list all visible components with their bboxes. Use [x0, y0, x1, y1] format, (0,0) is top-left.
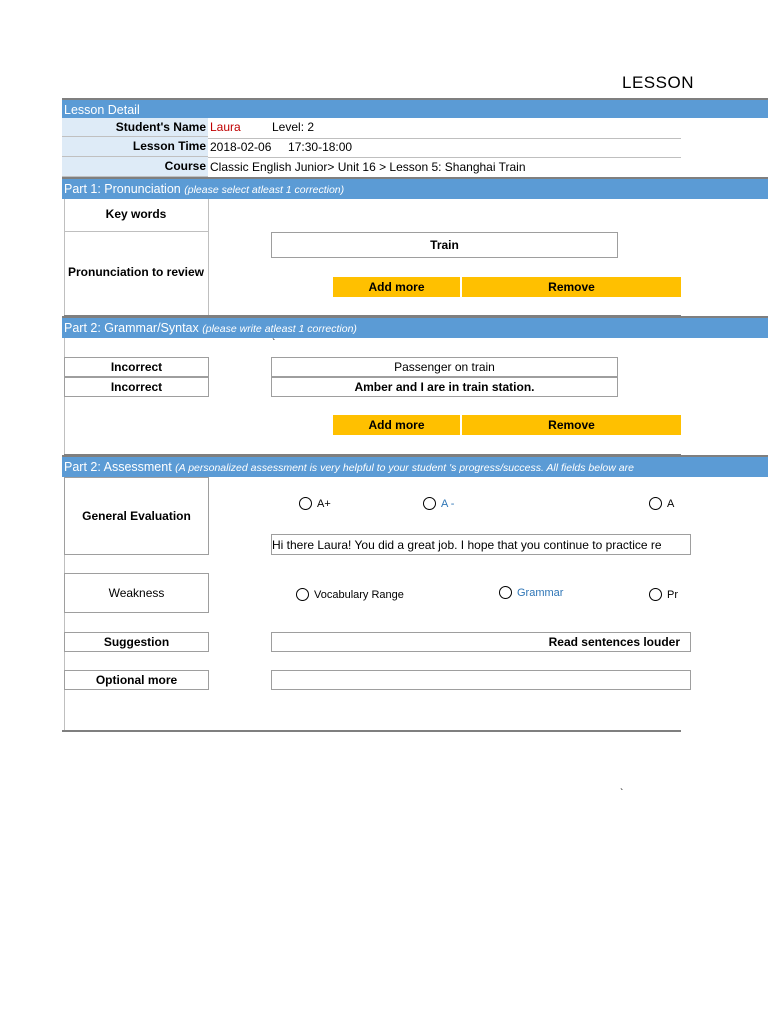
part1-header — [62, 177, 762, 199]
weakness-label: Weakness — [64, 573, 209, 613]
suggestion-label: Suggestion — [64, 632, 209, 652]
stray-mark: ` — [272, 338, 276, 349]
pronunciation-review-label: Pronunciation to review — [67, 265, 205, 279]
grade-a-option[interactable] — [649, 497, 674, 510]
grade-a-plus-label: A+ — [317, 497, 331, 510]
radio-circle-icon — [499, 586, 512, 599]
header-bar-extension — [681, 98, 768, 118]
row-divider — [64, 231, 208, 232]
grade-a-minus-option[interactable] — [423, 497, 454, 510]
incorrect-sentence-2[interactable]: Amber and I are in train station. — [271, 377, 618, 397]
lesson-detail-header: Lesson Detail — [62, 98, 762, 118]
row-divider — [208, 138, 681, 139]
assessment-note: (A personalized assessment is very helpful to your student 's progress/success. All fields below are — [175, 462, 634, 474]
student-name-label: Student's Name — [62, 118, 208, 137]
weakness-vocabulary-option[interactable] — [296, 588, 404, 601]
weakness-vocabulary-label: Vocabulary Range — [314, 588, 404, 601]
general-comment-text: Hi there Laura! You did a great job. I hope that you continue to practice re — [272, 537, 662, 552]
page-title: LESSON — [622, 73, 694, 92]
part2-header — [62, 316, 762, 338]
part1-note: (please select atleast 1 correction) — [184, 184, 345, 196]
assessment-title: Part 2: Assessment — [64, 460, 172, 474]
part1-title: Part 1: Pronunciation — [64, 182, 181, 196]
weakness-pronunciation-option[interactable] — [649, 588, 678, 601]
lesson-time-value: 2018-02-06 17:30-18:00 — [210, 140, 353, 154]
student-name-value: Laura — [210, 120, 241, 134]
course-value: Classic English Junior> Unit 16 > Lesson 5: Shanghai Train — [210, 160, 526, 174]
column-divider — [208, 199, 209, 315]
part2-note: (please write atleast 1 correction) — [202, 323, 357, 335]
assessment-header — [62, 455, 762, 477]
lesson-sheet — [62, 98, 681, 732]
incorrect-label-1: Incorrect — [64, 357, 209, 377]
part2-title: Part 2: Grammar/Syntax — [64, 321, 199, 335]
level-value: Level: 2 — [272, 120, 315, 134]
optional-more-label: Optional more — [64, 670, 209, 690]
header-bar-extension — [681, 177, 768, 199]
general-evaluation-label: General Evaluation — [64, 477, 209, 555]
header-bar-extension — [681, 316, 768, 338]
add-more-pronunciation-button[interactable]: Add more — [333, 277, 460, 297]
weakness-pronunciation-label: Pr — [667, 588, 678, 601]
add-more-grammar-button[interactable]: Add more — [333, 415, 460, 435]
lesson-time-label: Lesson Time — [62, 137, 208, 157]
grade-a-label: A — [667, 497, 675, 510]
radio-circle-icon — [423, 497, 436, 510]
general-comment-field[interactable] — [271, 534, 691, 555]
radio-circle-icon — [299, 497, 312, 510]
radio-circle-icon — [649, 497, 662, 510]
suggestion-field[interactable] — [271, 632, 691, 652]
header-bar-extension — [681, 455, 768, 477]
radio-circle-icon — [296, 588, 309, 601]
remove-pronunciation-button[interactable]: Remove — [462, 277, 681, 297]
row-divider — [208, 157, 681, 158]
grade-a-minus-label: A - — [441, 497, 455, 510]
course-label: Course — [62, 157, 208, 177]
remove-grammar-button[interactable]: Remove — [462, 415, 681, 435]
incorrect-sentence-1[interactable]: Passenger on train — [271, 357, 618, 377]
weakness-grammar-option[interactable] — [499, 586, 563, 599]
grade-a-plus-option[interactable] — [299, 497, 331, 510]
key-words-label: Key words — [105, 207, 167, 221]
stray-mark: ` — [620, 788, 624, 799]
pronunciation-word-field[interactable]: Train — [271, 232, 618, 258]
radio-circle-icon — [649, 588, 662, 601]
sheet-bottom-border — [62, 730, 681, 732]
weakness-grammar-label: Grammar — [517, 586, 564, 599]
incorrect-label-2: Incorrect — [64, 377, 209, 397]
suggestion-text: Read sentences louder — [548, 635, 680, 649]
optional-more-field[interactable] — [271, 670, 691, 690]
